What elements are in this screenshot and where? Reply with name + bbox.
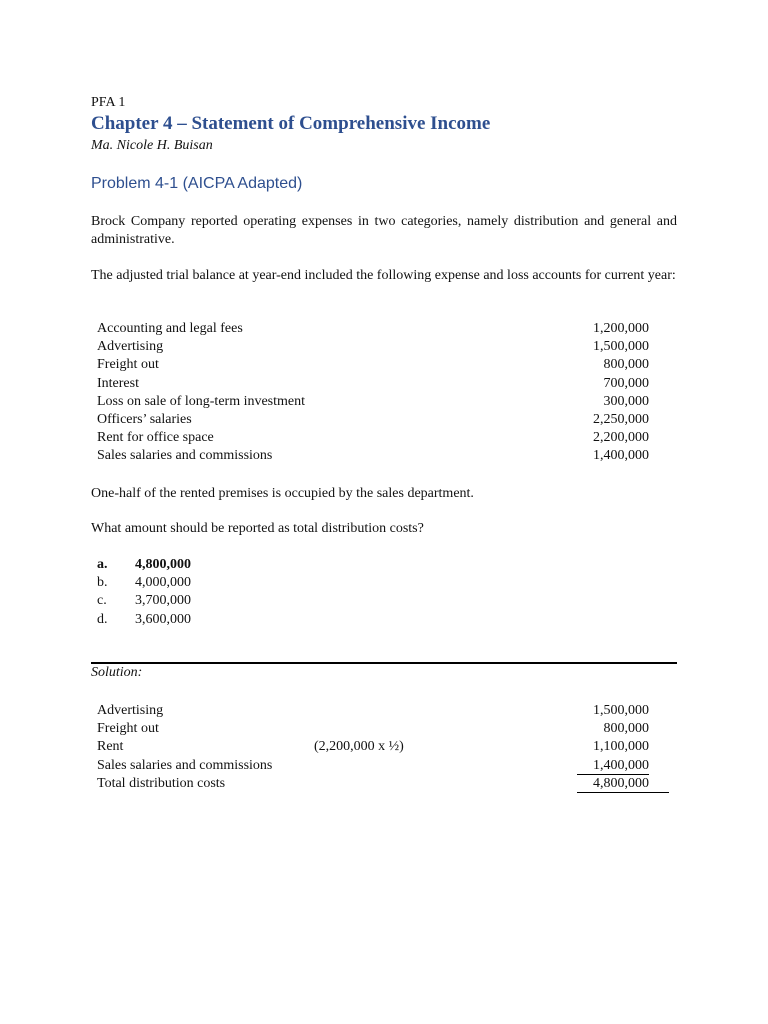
expense-amount: 1,200,000 bbox=[593, 321, 649, 336]
choice-value: 3,700,000 bbox=[135, 593, 191, 609]
solution-total-amount: 4,800,000 bbox=[593, 775, 649, 791]
expense-amount: 1,500,000 bbox=[593, 339, 649, 355]
choice-letter: d. bbox=[97, 611, 108, 627]
expense-amount: 2,200,000 bbox=[593, 430, 649, 446]
choice-value: 3,600,000 bbox=[135, 611, 191, 627]
solution-row bbox=[97, 757, 669, 775]
expense-amount: 300,000 bbox=[603, 393, 649, 409]
expense-label: Advertising bbox=[97, 339, 164, 355]
choice-letter: a. bbox=[97, 557, 108, 572]
solution-row-label: Advertising bbox=[97, 703, 164, 718]
expense-row bbox=[97, 320, 649, 338]
choice-letter: b. bbox=[97, 575, 108, 591]
expense-row bbox=[97, 393, 649, 411]
expense-row bbox=[97, 338, 649, 356]
expense-row bbox=[97, 429, 649, 447]
expense-label: Accounting and legal fees bbox=[97, 321, 243, 336]
solution-table bbox=[97, 702, 669, 793]
solution-row bbox=[97, 738, 669, 756]
choice-value: 4,800,000 bbox=[135, 557, 191, 572]
expense-row bbox=[97, 411, 649, 429]
expense-list bbox=[97, 320, 649, 466]
expense-row bbox=[97, 375, 649, 393]
course-code: PFA 1 bbox=[91, 95, 126, 110]
problem-paragraph-1: Brock Company reported operating expenses in two categories, namely distribution and general and administrative. bbox=[91, 214, 677, 247]
solution-row bbox=[97, 720, 669, 738]
chapter-title: Chapter 4 – Statement of Comprehensive Income bbox=[91, 113, 491, 134]
solution-row-amount: 1,100,000 bbox=[593, 739, 649, 755]
expense-amount: 1,400,000 bbox=[593, 448, 649, 464]
expense-row bbox=[97, 356, 649, 374]
expense-row bbox=[97, 447, 649, 465]
solution-row-calc: (2,200,000 x ½) bbox=[314, 739, 404, 755]
problem-paragraph-2: The adjusted trial balance at year-end included the following expense and loss accounts for current year: bbox=[91, 268, 676, 283]
choice-value: 4,000,000 bbox=[135, 575, 191, 591]
solution-row-amount: 1,500,000 bbox=[593, 703, 649, 718]
problem-question: What amount should be reported as total distribution costs? bbox=[91, 521, 424, 536]
expense-amount: 700,000 bbox=[603, 375, 649, 391]
expense-label: Officers’ salaries bbox=[97, 411, 192, 427]
solution-row-label: Total distribution costs bbox=[97, 775, 226, 791]
expense-label: Rent for office space bbox=[97, 430, 214, 446]
expense-label: Freight out bbox=[97, 357, 159, 373]
solution-total-row bbox=[97, 775, 669, 793]
choice-letter: c. bbox=[97, 593, 107, 609]
solution-row-amount: 1,400,000 bbox=[593, 757, 649, 773]
solution-row-label: Freight out bbox=[97, 721, 159, 737]
solution-row-label: Rent bbox=[97, 739, 124, 755]
total-underline bbox=[577, 792, 669, 793]
problem-heading: Problem 4-1 (AICPA Adapted) bbox=[91, 175, 303, 192]
solution-label: Solution: bbox=[91, 665, 143, 680]
expense-label: Interest bbox=[97, 375, 139, 391]
expense-label: Sales salaries and commissions bbox=[97, 448, 273, 464]
solution-row-label: Sales salaries and commissions bbox=[97, 757, 273, 773]
solution-row bbox=[97, 702, 669, 720]
section-divider bbox=[91, 662, 677, 664]
solution-row-amount: 800,000 bbox=[603, 721, 649, 737]
expense-amount: 2,250,000 bbox=[593, 411, 649, 427]
author-name: Ma. Nicole H. Buisan bbox=[91, 138, 213, 153]
expense-label: Loss on sale of long-term investment bbox=[97, 393, 306, 409]
expense-amount: 800,000 bbox=[603, 357, 649, 373]
problem-note: One-half of the rented premises is occupied by the sales department. bbox=[91, 486, 474, 501]
